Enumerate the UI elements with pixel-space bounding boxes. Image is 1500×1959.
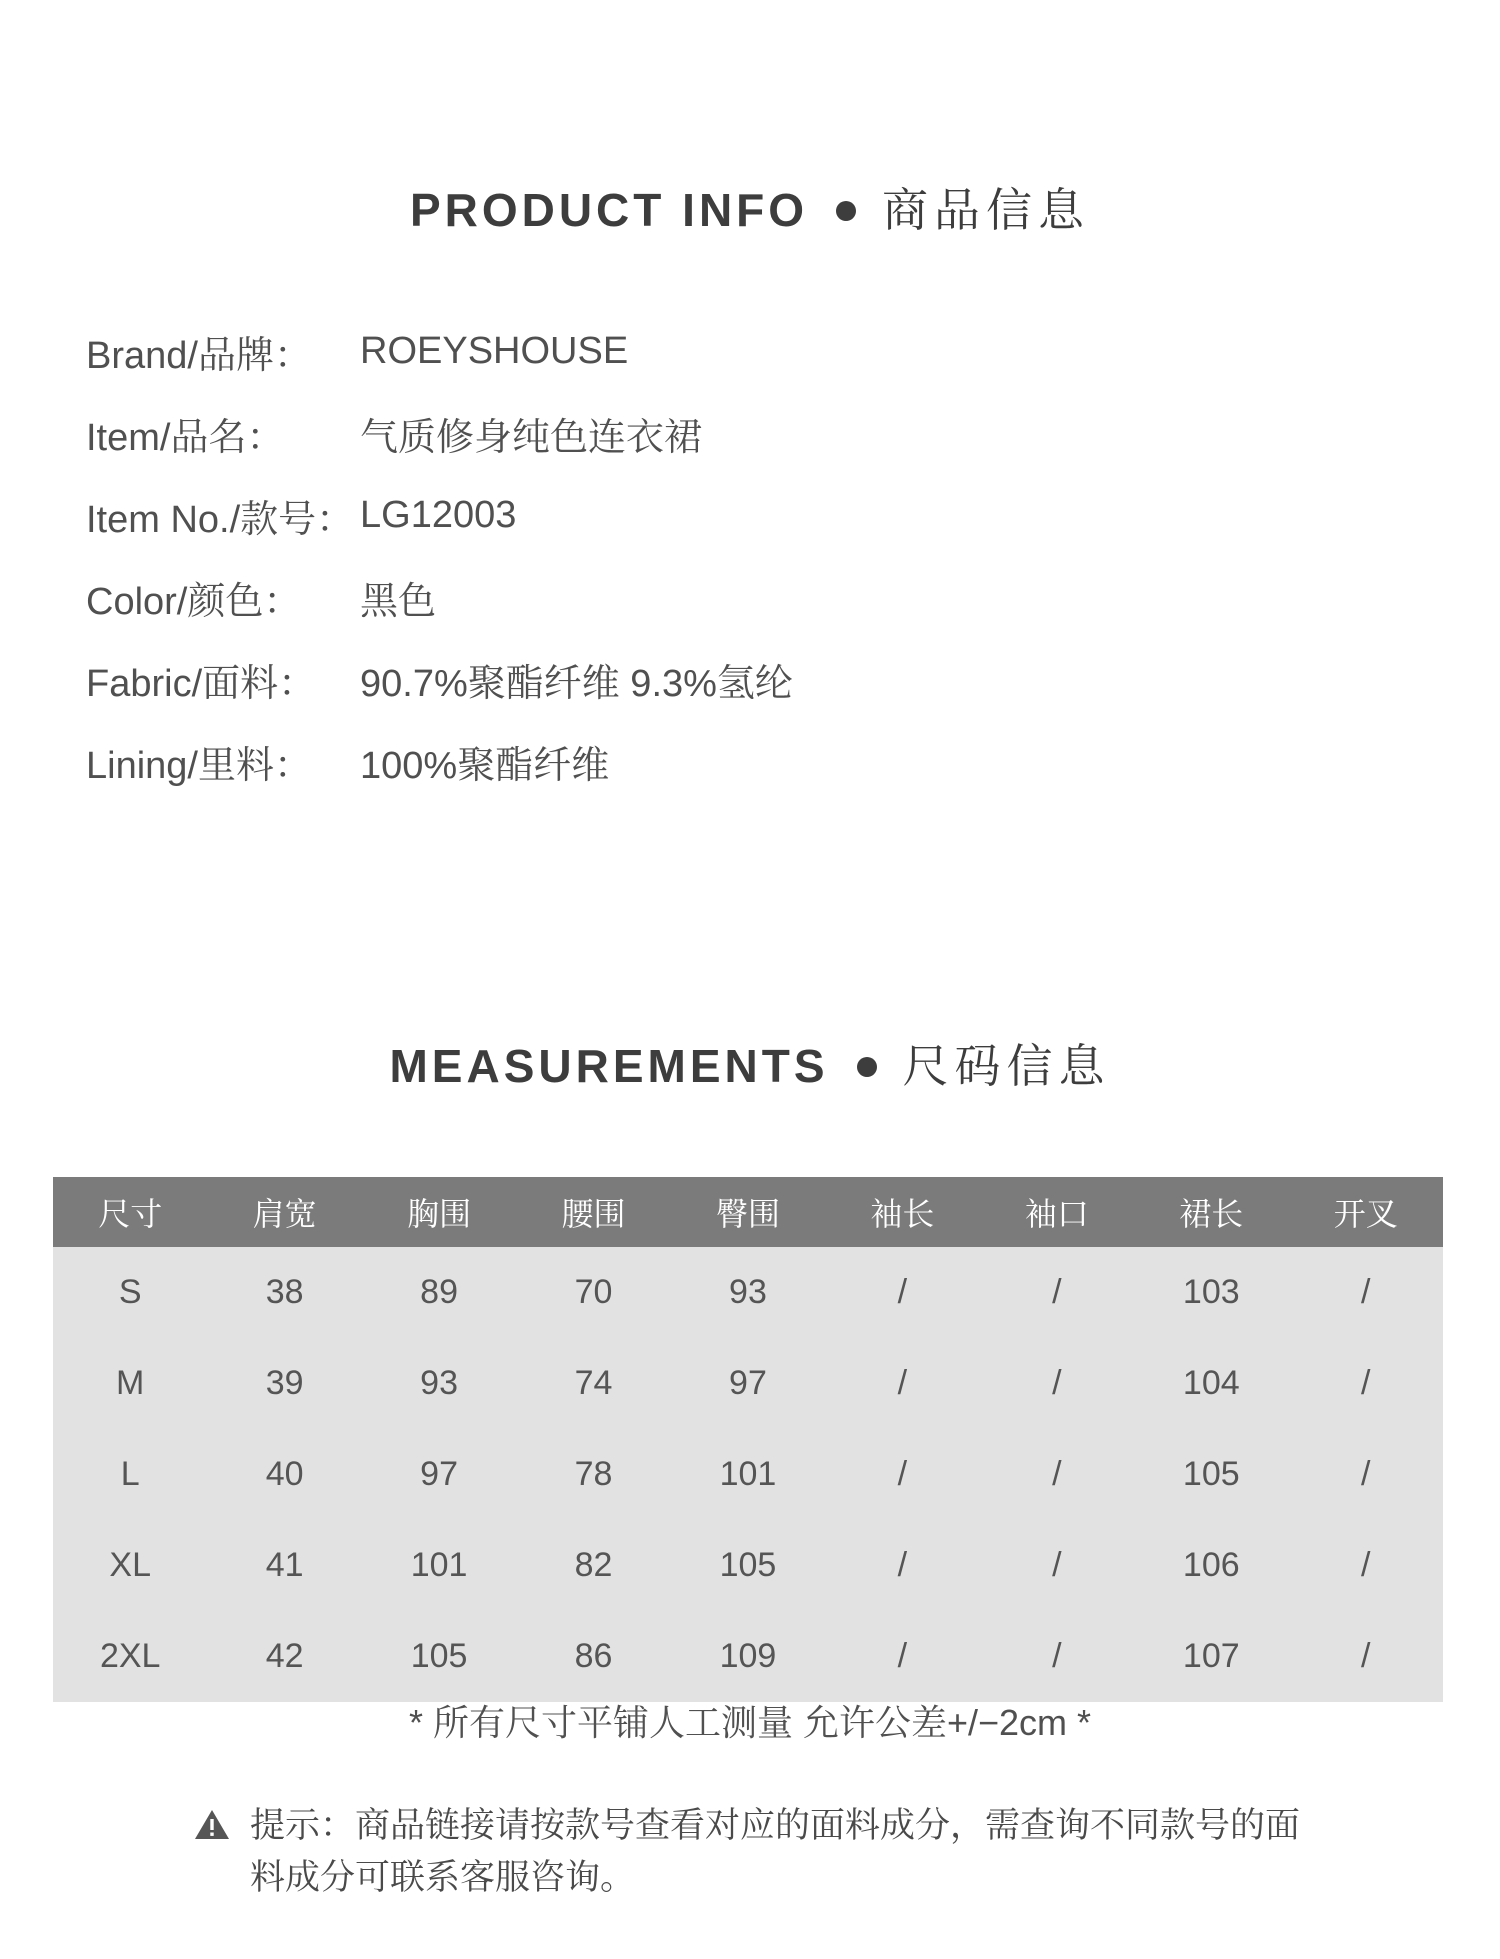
table-cell: /: [1289, 1338, 1444, 1429]
info-value: 黑色: [360, 580, 437, 623]
table-row: [53, 1520, 1443, 1611]
table-cell: /: [825, 1247, 979, 1338]
title-bullet-dot: [857, 1057, 877, 1077]
table-cell: 41: [207, 1520, 361, 1611]
table-cell: 97: [362, 1429, 516, 1520]
table-cell: 97: [671, 1338, 825, 1429]
table-cell: 78: [516, 1429, 670, 1520]
product-info-title: [0, 174, 1500, 240]
table-cell: 109: [671, 1611, 825, 1702]
table-cell: 2XL: [53, 1611, 207, 1702]
column-header-dress-length: 裙长: [1134, 1177, 1288, 1247]
info-row-lining: [86, 720, 793, 802]
table-cell: L: [53, 1429, 207, 1520]
measurements-title-cn: 尺码信息: [902, 1039, 1111, 1093]
measurements-title: [0, 1030, 1500, 1096]
info-value: LG12003: [360, 493, 517, 536]
table-cell: 105: [671, 1520, 825, 1611]
table-cell: /: [980, 1520, 1134, 1611]
table-cell: 93: [671, 1247, 825, 1338]
table-cell: 89: [362, 1247, 516, 1338]
table-cell: S: [53, 1247, 207, 1338]
column-header-bust: 胸围: [362, 1177, 516, 1247]
info-value: 100%聚酯纤维: [360, 744, 610, 787]
column-header-cuff: 袖口: [980, 1177, 1134, 1247]
column-header-sleeve-length: 袖长: [825, 1177, 979, 1247]
info-label: Brand/品牌：: [86, 334, 312, 377]
table-cell: 93: [362, 1338, 516, 1429]
info-label: Color/颜色：: [86, 580, 302, 623]
column-header-slit: 开叉: [1289, 1177, 1444, 1247]
info-row-item: [86, 392, 793, 474]
table-cell: /: [1289, 1247, 1444, 1338]
info-label: Item/品名：: [86, 416, 285, 459]
table-cell: /: [980, 1338, 1134, 1429]
info-row-color: [86, 556, 793, 638]
measurements-title-en: MEASUREMENTS: [389, 1040, 829, 1092]
info-row-fabric: [86, 638, 793, 720]
table-cell: /: [825, 1611, 979, 1702]
table-row: [53, 1338, 1443, 1429]
table-cell: 104: [1134, 1338, 1288, 1429]
table-cell: 82: [516, 1520, 670, 1611]
table-cell: /: [980, 1611, 1134, 1702]
product-info-title-cn: 商品信息: [882, 183, 1091, 237]
table-cell: 40: [207, 1429, 361, 1520]
table-cell: 39: [207, 1338, 361, 1429]
measurement-note: * 所有尺寸平铺人工测量 允许公差+/−2cm *: [408, 1702, 1092, 1743]
info-label: Fabric/面料：: [86, 662, 317, 705]
table-cell: 38: [207, 1247, 361, 1338]
table-cell: XL: [53, 1520, 207, 1611]
table-cell: /: [1289, 1520, 1444, 1611]
title-bullet-dot: [836, 201, 856, 221]
table-cell: 105: [362, 1611, 516, 1702]
warning-icon: [194, 1808, 230, 1840]
column-header-shoulder: 肩宽: [207, 1177, 361, 1247]
info-label: Lining/里料：: [86, 744, 312, 787]
table-row: [53, 1429, 1443, 1520]
column-header-size: 尺寸: [53, 1177, 207, 1247]
column-header-hip: 臀围: [671, 1177, 825, 1247]
table-cell: /: [825, 1520, 979, 1611]
info-row-item-no: [86, 474, 793, 556]
info-label: Item No./款号：: [86, 498, 355, 541]
table-cell: /: [980, 1247, 1134, 1338]
tip-box: [196, 1800, 1316, 1904]
table-cell: /: [825, 1429, 979, 1520]
table-row: [53, 1611, 1443, 1702]
table-cell: 105: [1134, 1429, 1288, 1520]
info-row-brand: [86, 310, 793, 392]
table-cell: 86: [516, 1611, 670, 1702]
table-cell: 74: [516, 1338, 670, 1429]
table-cell: 107: [1134, 1611, 1288, 1702]
table-cell: 101: [362, 1520, 516, 1611]
table-cell: /: [1289, 1611, 1444, 1702]
column-header-waist: 腰围: [516, 1177, 670, 1247]
table-row: [53, 1247, 1443, 1338]
table-header-row: [53, 1177, 1443, 1247]
tip-text: 提示：商品链接请按款号查看对应的面料成分，需查询不同款号的面料成分可联系客服咨询。: [250, 1806, 1301, 1897]
product-info-list: [86, 310, 793, 802]
table-cell: /: [1289, 1429, 1444, 1520]
info-value: ROEYSHOUSE: [360, 329, 629, 372]
table-cell: 106: [1134, 1520, 1288, 1611]
table-cell: /: [980, 1429, 1134, 1520]
table-cell: 42: [207, 1611, 361, 1702]
table-cell: 101: [671, 1429, 825, 1520]
table-cell: 70: [516, 1247, 670, 1338]
product-info-title-en: PRODUCT INFO: [409, 184, 809, 236]
table-cell: /: [825, 1338, 979, 1429]
size-table: [53, 1177, 1443, 1702]
info-value: 90.7%聚酯纤维 9.3%氢纶: [360, 662, 793, 705]
table-cell: M: [53, 1338, 207, 1429]
info-value: 气质修身纯色连衣裙: [360, 416, 703, 459]
table-cell: 103: [1134, 1247, 1288, 1338]
